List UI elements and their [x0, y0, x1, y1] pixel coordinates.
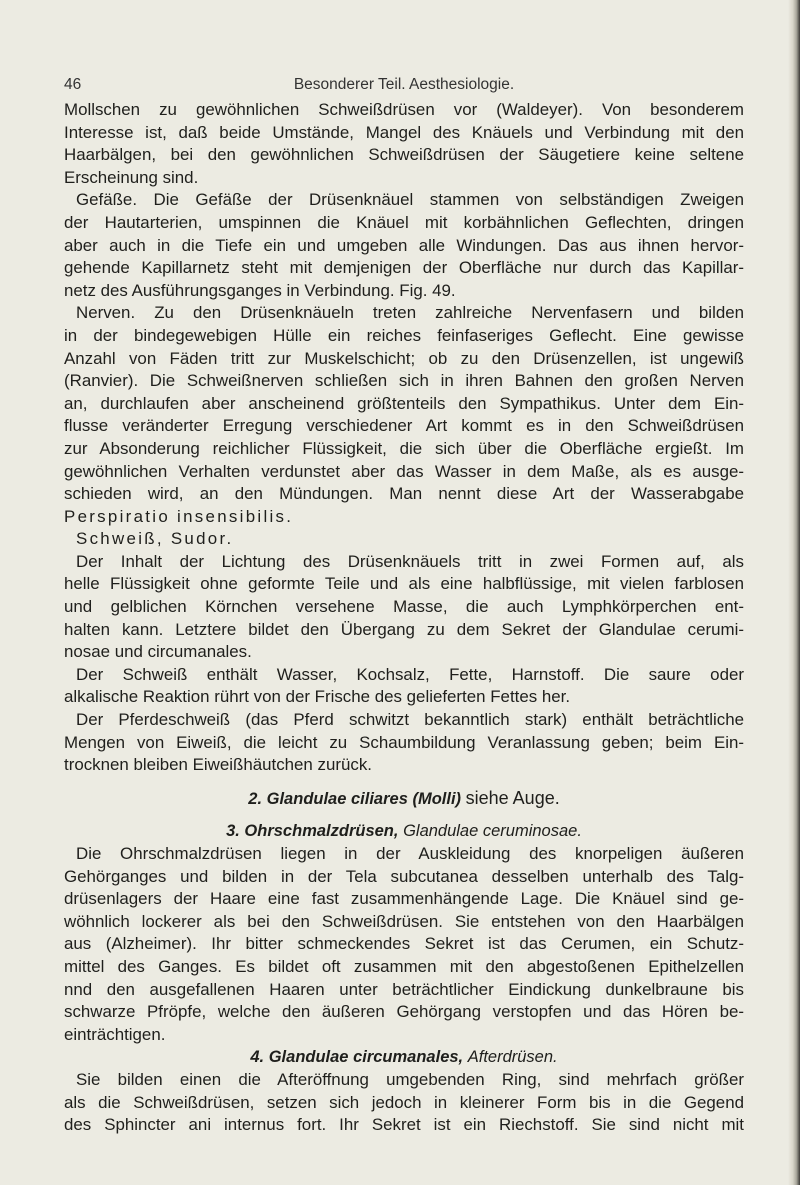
text-line: alkalische Reaktion rührt von der Frische des gelieferten Fettes her.: [64, 687, 571, 707]
text-line: Der Pferdeschweiß (das Pferd schwitzt bekanntlich stark) enthält beträchtliche: [76, 710, 744, 730]
text-line: trocknen bleiben Eiweißhäutchen zurück.: [64, 755, 372, 775]
paragraph-inhalt: [64, 551, 744, 664]
text-line: Interesse ist, daß beide Umstände, Mangel des Knäuels und Verbindung mit den: [64, 122, 744, 142]
section-number: 4.: [250, 1048, 265, 1067]
text-line: nnd den ausgefallenen Haaren unter beträchtlicher Eindickung dunkelbraune bis: [64, 979, 744, 999]
paragraph-nerven: [64, 302, 744, 528]
page-header: [64, 76, 744, 98]
text-line: einträchtigen.: [64, 1024, 166, 1044]
section-reference: siehe Auge.: [465, 787, 560, 808]
running-title: Besonderer Teil. Aesthesiologie.: [293, 76, 515, 93]
text-line: aber auch in die Tiefe ein und umgeben alle Windungen. Das aus ihnen hervor-: [64, 235, 744, 255]
text-line: in der bindegewebigen Hülle ein reiches feinfaseriges Geflecht. Eine gewisse: [64, 325, 744, 345]
section-latin-name: Afterdrüsen.: [467, 1048, 558, 1067]
section-heading-ohrschmalzdruesen: [64, 820, 744, 843]
text-line: Anzahl von Fäden tritt zur Muskelschicht; ob zu den Drüsenzellen, ist ungewiß: [64, 348, 744, 368]
text-line: als die Schweißdrüsen, setzen sich jedoch in kleinerer Form bis in die Gegend: [64, 1092, 744, 1112]
text-line: Mollschen zu gewöhnlichen Schweißdrüsen vor (Waldeyer). Von besonderem: [64, 100, 744, 119]
text-line: netz des Ausführungsganges in Verbindung. Fig. 49.: [64, 280, 456, 300]
text-line: Schweiß, Sudor.: [76, 529, 234, 549]
section-number: 2.: [248, 789, 263, 808]
text-line: und gelblichen Körnchen versehene Masse, die auch Lymphkörperchen ent-: [64, 597, 744, 617]
text-line: helle Flüssigkeit ohne geformte Teile und als eine halbflüssige, mit vielen farblosen: [64, 574, 744, 594]
text-line: an, durchlaufen aber anscheinend größtenteils den Sympathikus. Unter dem Ein-: [64, 393, 744, 413]
page-body: [64, 99, 744, 1137]
paragraph-schweiss-enthaelt: [64, 664, 744, 709]
text-line: Perspiratio insensibilis.: [64, 506, 294, 526]
page-number: 46: [64, 76, 82, 93]
text-line: der Hautarterien, umspinnen die Knäuel mit korbähnlichen Geflechten, dringen: [64, 212, 744, 232]
section-number: 3.: [226, 822, 240, 841]
section-heading-glandulae-circumanales: [64, 1046, 744, 1069]
section-title: Ohrschmalzdrüsen,: [244, 822, 399, 841]
text-line: drüsenlagers der Haare eine fast zusammenhängende Lage. Die Knäuel sind ge-: [64, 889, 744, 909]
text-line: des Sphincter ani internus fort. Ihr Sekret ist ein Riechstoff. Sie sind nicht mit: [64, 1115, 744, 1135]
subheading-schweiss: [64, 528, 744, 551]
text-line: wöhnlich lockerer als bei den Schweißdrüsen. Sie entstehen von den Haarbälgen: [64, 911, 744, 931]
page-edge-shadow: [788, 0, 800, 1185]
text-line: zur Absonderung reichlicher Flüssigkeit, die sich über die Oberfläche ergießt. Im: [64, 438, 744, 458]
text-line: schwarze Pfröpfe, welche den äußeren Gehörgang verstopfen und das Hören be-: [64, 1002, 744, 1022]
section-title: Glandulae circumanales,: [268, 1048, 464, 1067]
text-line: Gehörganges und bilden in der Tela subcutanea desselben unterhalb des Talg-: [64, 866, 744, 886]
text-line: flusse veränderter Erregung verschiedener Art kommt es in den Schweißdrüsen: [64, 416, 744, 436]
text-line: Erscheinung sind.: [64, 167, 199, 187]
text-line: (Ranvier). Die Schweißnerven schließen sich in ihren Bahnen den großen Nerven: [64, 371, 744, 391]
section-title-paren: (Molli): [412, 789, 462, 808]
text-line: Der Inhalt der Lichtung des Drüsenknäuels tritt in zwei Formen auf, als: [76, 551, 744, 571]
paragraph-ohrschmalz: [64, 843, 744, 1046]
text-line: Haarbälgen, bei den gewöhnlichen Schweißdrüsen der Säugetiere keine seltene: [64, 145, 744, 165]
text-line: mittel des Ganges. Es bildet oft zusammen mit den abgestoßenen Epithelzellen: [64, 956, 744, 976]
text-line: gewöhnlichen Verhalten verdunstet aber das Wasser in dem Maße, als es ausge-: [64, 461, 744, 481]
text-line: aus (Alzheimer). Ihr bitter schmeckendes Sekret ist das Cerumen, ein Schutz-: [64, 934, 744, 954]
paragraph-pferdeschweiss: [64, 709, 744, 777]
text-line: Sie bilden einen die Afteröffnung umgebenden Ring, sind mehrfach größer: [76, 1069, 744, 1089]
text-line: Nerven. Zu den Drüsenknäueln treten zahlreiche Nervenfasern und bilden: [76, 303, 744, 323]
text-line: Gefäße. Die Gefäße der Drüsenknäuel stammen von selbständigen Zweigen: [76, 190, 744, 210]
paragraph-afterdruesen: [64, 1069, 744, 1137]
section-heading-glandulae-ciliares: [64, 787, 744, 811]
text-line: halten kann. Letztere bildet den Übergang zu dem Sekret der Glandulae cerumi-: [64, 619, 744, 639]
paragraph-gefaesse: [64, 189, 744, 302]
text-line: Die Ohrschmalzdrüsen liegen in der Auskleidung des knorpeligen äußeren: [76, 844, 744, 863]
text-line: Mengen von Eiweiß, die leicht zu Schaumbildung Veranlassung geben; beim Ein-: [64, 732, 744, 752]
section-latin-name: Glandulae ceruminosae.: [403, 822, 582, 841]
text-line: Der Schweiß enthält Wasser, Kochsalz, Fette, Harnstoff. Die saure oder: [76, 664, 744, 684]
paragraph-mollschen: [64, 99, 744, 189]
text-line: nosae und circumanales.: [64, 642, 252, 662]
text-line: schieden wird, an den Mündungen. Man nennt diese Art der Wasserabgabe: [64, 484, 744, 504]
section-title: Glandulae ciliares: [266, 789, 408, 808]
text-line: gehende Kapillarnetz steht mit demjenigen der Oberfläche nur durch das Kapillar-: [64, 258, 744, 278]
